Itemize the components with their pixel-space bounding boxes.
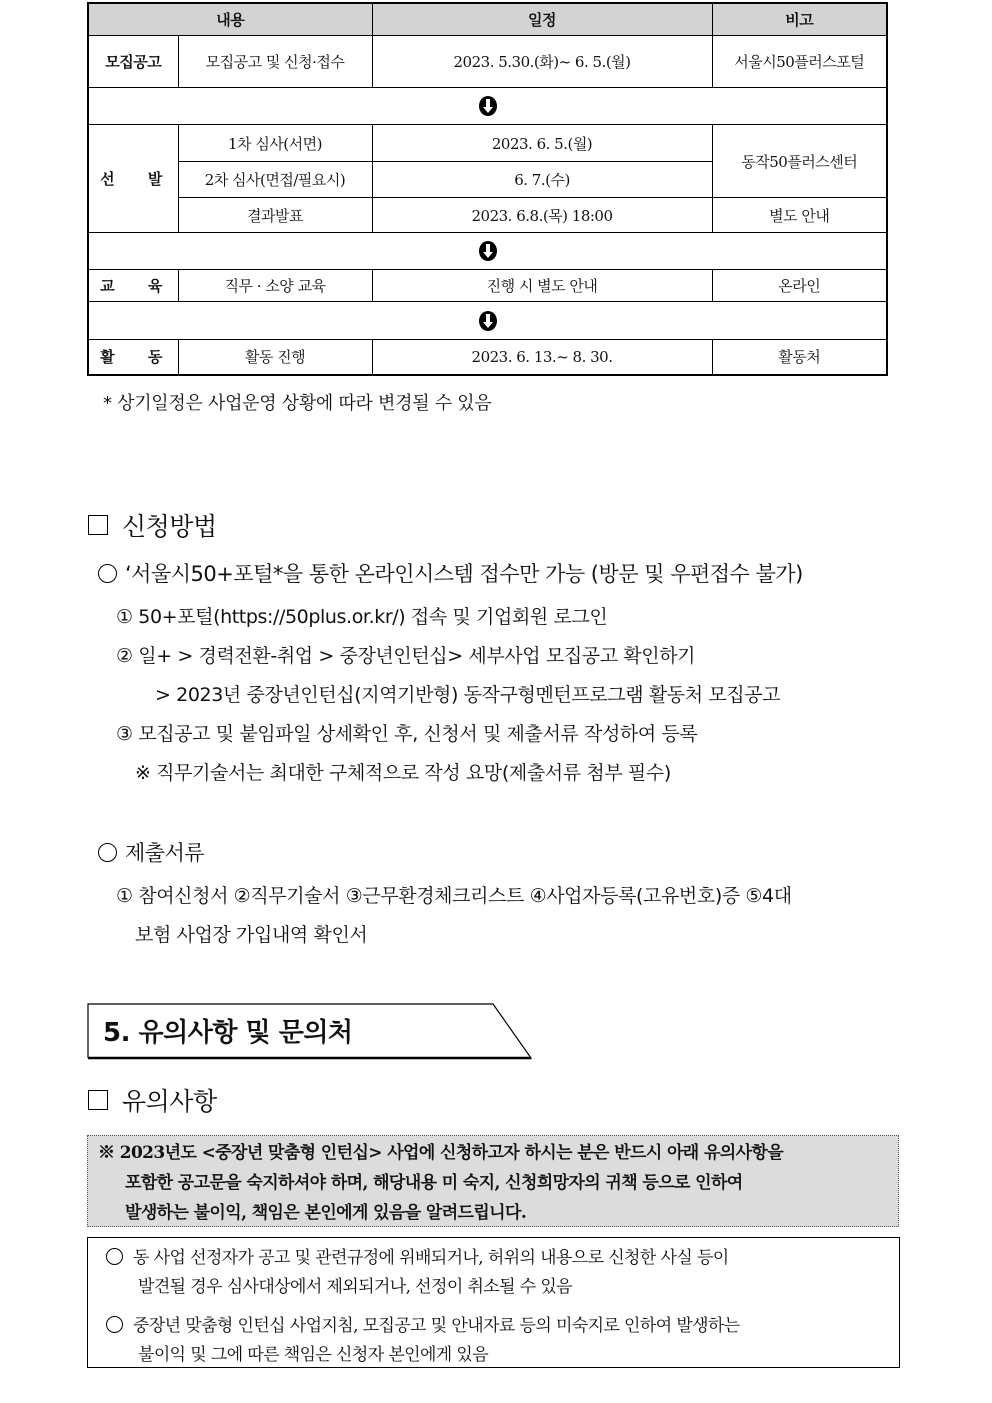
cautions-heading <box>88 1082 217 1118</box>
warning-line-1: ※ 2023년도 <중장년 맞춤형 인턴십> 사업에 신청하고자 하시는 분은 반드시 아래 유의사항을 <box>98 1143 784 1163</box>
table-row <box>88 125 887 162</box>
schedule-cell: 2023. 6. 5.(월) <box>372 125 712 162</box>
table-header-row <box>88 3 887 36</box>
square-bullet-icon <box>88 515 108 535</box>
remarks-cell: 별도 안내 <box>712 198 887 233</box>
caution-item-1: 동 사업 선정자가 공고 및 관련규정에 위배되거나, 허위의 내용으로 신청한 사실 등이 <box>106 1244 891 1273</box>
remarks-cell: 서울시50플러스포털 <box>712 36 887 88</box>
heading-text: 신청방법 <box>122 512 217 541</box>
item-cell: 모집공고 및 신청·접수 <box>178 36 372 88</box>
documents-heading: 제출서류 <box>98 837 204 867</box>
schedule-cell: 2023. 5.30.(화)~ 6. 5.(월) <box>372 36 712 88</box>
item-cell: 결과발표 <box>178 198 372 233</box>
item-cell: 활동 진행 <box>178 340 372 375</box>
apply-step-3: ③ 모집공고 및 붙임파일 상세확인 후, 신청서 및 제출서류 작성하여 등록 <box>116 723 698 745</box>
down-arrow-icon <box>479 311 497 331</box>
section-5-title-tab <box>87 1003 531 1058</box>
table-row <box>88 270 887 302</box>
schedule-footnote: * 상기일정은 사업운영 상황에 따라 변경될 수 있음 <box>103 393 492 414</box>
documents-line-2: 보험 사업장 가입내역 확인서 <box>135 924 368 946</box>
circle-bullet-icon <box>106 1248 123 1265</box>
cautions-list <box>87 1237 900 1368</box>
schedule-cell: 2023. 6.8.(목) 18:00 <box>372 198 712 233</box>
schedule-cell: 진행 시 별도 안내 <box>372 270 712 302</box>
table-row <box>88 198 887 233</box>
header-remarks: 비고 <box>712 3 887 36</box>
documents-line-1: ① 참여신청서 ②직무기술서 ③근무환경체크리스트 ④사업자등록(고유번호)증 ⑤4대 <box>116 885 792 907</box>
down-arrow-icon <box>479 96 497 116</box>
schedule-table <box>87 2 888 376</box>
caution-item-2-cont: 불이익 및 그에 따른 책임은 신청자 본인에게 있음 <box>138 1345 489 1365</box>
arrow-row <box>88 233 887 270</box>
arrow-row <box>88 302 887 340</box>
caution-item-2: 중장년 맞춤형 인턴십 사업지침, 모집공고 및 안내자료 등의 미숙지로 인하여 발생하는 <box>106 1312 891 1341</box>
remarks-cell: 동작50플러스센터 <box>712 125 887 198</box>
item-cell: 1차 심사(서면) <box>178 125 372 162</box>
apply-step-2-path: > 2023년 중장년인턴십(지역기반형) 동작구형멘턴프로그램 활동처 모집공고 <box>155 684 781 706</box>
item-cell: 2차 심사(면접/필요시) <box>178 162 372 198</box>
remarks-cell: 활동처 <box>712 340 887 375</box>
category-cell: 교 육 <box>88 270 178 302</box>
circle-bullet-icon <box>106 1316 123 1333</box>
heading-text: 유의사항 <box>122 1087 217 1116</box>
arrow-row <box>88 88 887 125</box>
apply-step-2: ② 일+ > 경력전환-취업 > 중장년인턴십> 세부사업 모집공고 확인하기 <box>116 645 696 667</box>
schedule-cell: 2023. 6. 13.~ 8. 30. <box>372 340 712 375</box>
apply-note: ※ 직무기술서는 최대한 구체적으로 작성 요망(제출서류 첨부 필수) <box>135 762 671 784</box>
category-cell: 모집공고 <box>88 36 178 88</box>
item-cell: 직무 · 소양 교육 <box>178 270 372 302</box>
remarks-cell: 온라인 <box>712 270 887 302</box>
circle-bullet-icon <box>98 843 117 862</box>
square-bullet-icon <box>88 1090 108 1110</box>
section-title: 5. 유의사항 및 문의처 <box>103 1018 353 1048</box>
category-cell: 선 발 <box>88 125 178 233</box>
warning-box <box>87 1135 899 1227</box>
warning-line-2: 포함한 공고문을 숙지하셔야 하며, 해당내용 미 숙지, 신청희망자의 귀책 등으로 인하여 <box>125 1173 743 1193</box>
warning-line-3: 발생하는 불이익, 책임은 본인에게 있음을 알려드립니다. <box>125 1203 527 1223</box>
table-row <box>88 36 887 88</box>
header-schedule: 일정 <box>372 3 712 36</box>
schedule-cell: 6. 7.(수) <box>372 162 712 198</box>
down-arrow-icon <box>479 241 497 261</box>
category-cell: 활 동 <box>88 340 178 375</box>
header-content: 내용 <box>88 3 372 36</box>
table-row <box>88 340 887 375</box>
apply-main-point: ‘서울시50+포털*을 통한 온라인시스템 접수만 가능 (방문 및 우편접수 불가) <box>98 558 803 588</box>
apply-step-1: ① 50+포털(https://50plus.or.kr/) 접속 및 기업회원 로그인 <box>116 606 608 628</box>
apply-method-heading <box>88 507 217 543</box>
caution-item-1-cont: 발견될 경우 심사대상에서 제외되거나, 선정이 취소될 수 있음 <box>138 1277 572 1297</box>
circle-bullet-icon <box>98 564 117 583</box>
